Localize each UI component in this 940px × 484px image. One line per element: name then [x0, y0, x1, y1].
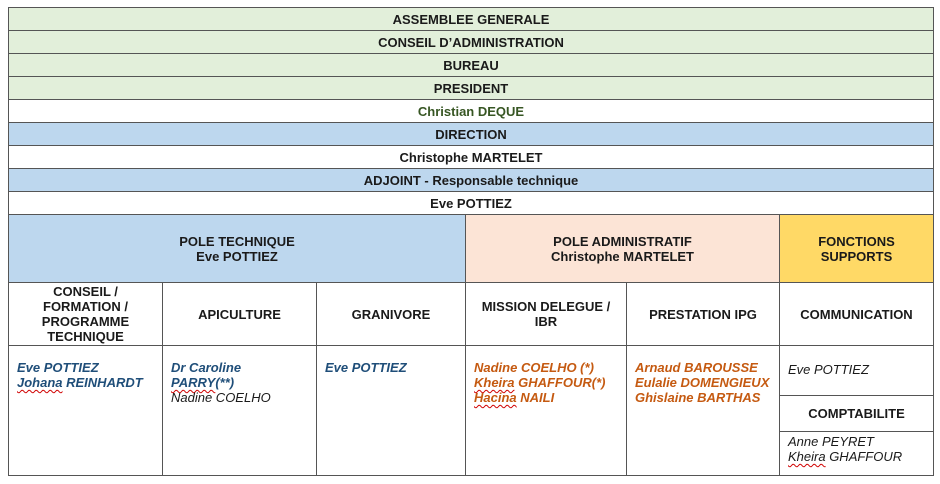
conseil-row: [8, 30, 934, 53]
fonctions-supports-header: [779, 214, 934, 283]
staff-comptabilite: [779, 431, 934, 476]
staff-granivore: [316, 345, 466, 476]
service-granivore: [316, 282, 466, 346]
president-label: PRESIDENT: [433, 80, 509, 96]
staff-conseil-p1: Eve POTTIEZ: [17, 360, 99, 375]
staff-apiculture: [162, 345, 317, 476]
staff-comptabilite-p2-first: Kheira: [788, 449, 826, 464]
conseil-label: CONSEIL D’ADMINISTRATION: [378, 34, 564, 50]
staff-apiculture-p1-name: PARRY: [171, 375, 216, 390]
staff-communication: [779, 345, 934, 396]
bureau-row: [8, 53, 934, 76]
staff-conseil-p2-first: Johana: [17, 375, 63, 390]
fonctions-supports-line2: SUPPORTS: [820, 248, 893, 264]
staff-conseil-formation: [8, 345, 163, 476]
pole-administratif-header: [465, 214, 780, 283]
president-row: [8, 76, 934, 99]
direction-name: Christophe MARTELET: [399, 149, 543, 165]
service-apiculture-label: APICULTURE: [198, 306, 281, 322]
bureau-label: BUREAU: [443, 57, 499, 73]
staff-mission-p2-first: Kheira: [474, 375, 515, 390]
pole-technique-lead: Eve POTTIEZ: [196, 248, 278, 264]
service-comptabilite: [779, 395, 934, 432]
staff-mission-p3: [474, 390, 626, 405]
pole-technique-title: POLE TECHNIQUE: [179, 233, 295, 249]
staff-apiculture-p2: Nadine COELHO: [171, 390, 271, 405]
staff-prestation-p1: Arnaud BAROUSSE: [635, 360, 758, 375]
service-conseil-line4: TECHNIQUE: [47, 329, 124, 344]
adjoint-label: ADJOINT - Responsable technique: [363, 172, 579, 188]
direction-name-row: [8, 145, 934, 168]
staff-prestation: [626, 345, 780, 476]
pole-administratif-title: POLE ADMINISTRATIF: [553, 233, 692, 249]
service-conseil-formation: [8, 282, 163, 346]
service-prestation-ipg: [626, 282, 780, 346]
pole-administratif-lead: Christophe MARTELET: [551, 248, 694, 264]
service-apiculture: [162, 282, 317, 346]
service-communication-label: COMMUNICATION: [800, 306, 913, 322]
staff-mission-p3-rest: NAILI: [516, 390, 555, 405]
staff-mission: [465, 345, 627, 476]
staff-prestation-p3: Ghislaine BARTHAS: [635, 390, 761, 405]
staff-apiculture-p1-line2: [171, 375, 316, 390]
staff-apiculture-p1-line1: Dr Caroline: [171, 360, 242, 375]
service-mission-delegue: [465, 282, 627, 346]
staff-prestation-p2: Eulalie DOMENGIEUX: [635, 375, 770, 390]
adjoint-name-row: [8, 191, 934, 214]
service-prestation-label: PRESTATION IPG: [649, 306, 757, 322]
service-communication: [779, 282, 934, 346]
service-mission-line1: MISSION DELEGUE /: [481, 299, 611, 314]
staff-conseil-p2: [17, 375, 162, 390]
service-conseil-line3: PROGRAMME: [41, 314, 130, 329]
staff-communication-p1: Eve POTTIEZ: [788, 362, 869, 377]
president-name: Christian DEQUE: [417, 103, 525, 119]
staff-mission-p2: [474, 375, 626, 390]
president-name-row: [8, 99, 934, 122]
direction-label: DIRECTION: [435, 126, 507, 142]
staff-mission-p3-first: Hacina: [474, 390, 517, 405]
staff-comptabilite-p1: Anne PEYRET: [788, 434, 874, 449]
assemblee-label: ASSEMBLEE GENERALE: [392, 11, 550, 27]
adjoint-name: Eve POTTIEZ: [430, 195, 512, 211]
staff-comptabilite-p2-rest: GHAFFOUR: [825, 449, 903, 464]
staff-comptabilite-p2: [788, 449, 933, 464]
service-conseil-line1: CONSEIL /: [53, 284, 118, 299]
staff-granivore-p1: Eve POTTIEZ: [325, 360, 407, 375]
service-comptabilite-label: COMPTABILITE: [808, 406, 905, 421]
adjoint-row: [8, 168, 934, 191]
staff-mission-p2-rest: GHAFFOUR(*): [514, 375, 606, 390]
staff-mission-p1: Nadine COELHO (*): [474, 360, 594, 375]
service-conseil-line2: FORMATION /: [43, 299, 128, 314]
service-granivore-label: GRANIVORE: [351, 306, 431, 322]
service-mission-line2: IBR: [534, 314, 558, 329]
pole-technique-header: [8, 214, 466, 283]
direction-row: [8, 122, 934, 145]
assemblee-row: [8, 7, 934, 30]
fonctions-supports-line1: FONCTIONS: [818, 233, 895, 249]
staff-conseil-p2-last: REINHARDT: [62, 375, 143, 390]
staff-apiculture-p1-note: (**): [215, 375, 235, 390]
